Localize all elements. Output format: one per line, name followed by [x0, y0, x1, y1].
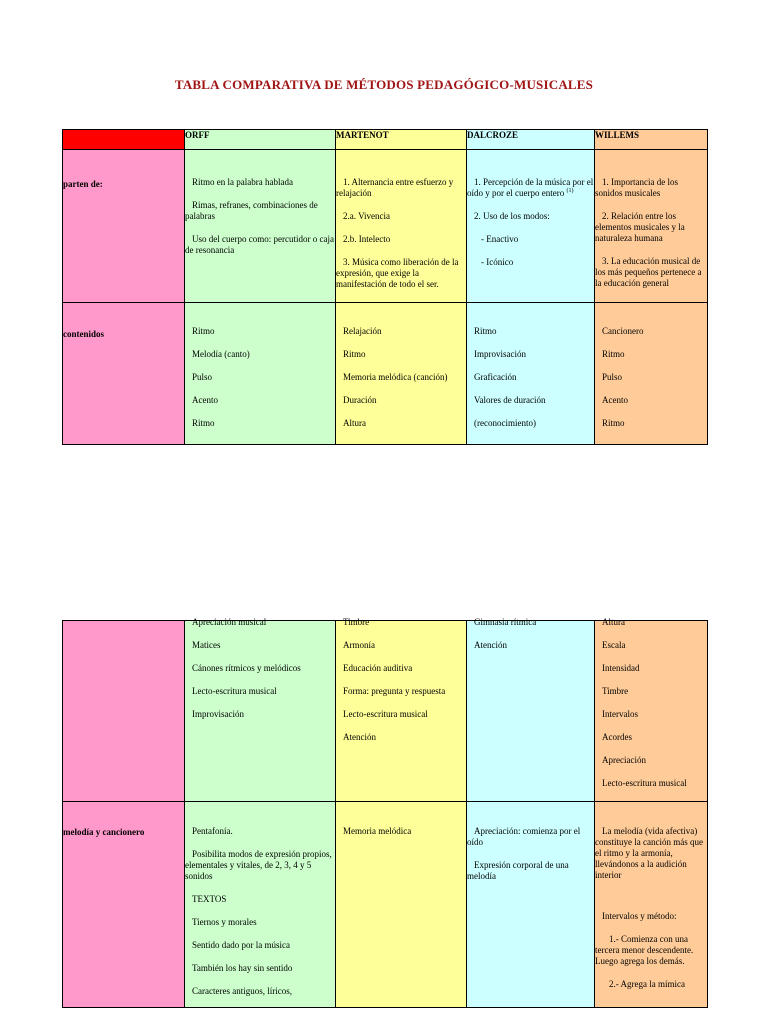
header-orff: ORFF	[185, 130, 336, 150]
cell-item: Rimas, refranes, combinaciones de palabras	[185, 200, 318, 221]
cell-item: Posibilita modos de expresión propios, elementales y vitales, de 2, 3, 4 y 5 sonidos	[185, 849, 332, 881]
footnote-marker: (1)	[566, 188, 574, 194]
row-label	[63, 802, 185, 1008]
cell-orff	[185, 802, 336, 1008]
cell-item: Atención	[474, 640, 507, 650]
cell-item: Cancionero	[602, 326, 644, 336]
cell-item: Melodía (canto)	[192, 349, 250, 359]
cell-item: Atención	[343, 732, 376, 742]
header-dalcroze: DALCROZE	[467, 130, 595, 150]
cell-item-text: 1. Percepción de la música por el oído y por el cuerpo entero	[467, 177, 594, 198]
cell-willems	[595, 303, 708, 445]
comparison-table-top	[62, 129, 708, 445]
cell-item: Timbre	[602, 686, 629, 696]
cell-item: 2. Uso de los modos:	[474, 211, 550, 221]
cell-item: Improvisación	[474, 349, 526, 359]
cell-orff	[185, 617, 336, 802]
cell-item: Ritmo	[602, 349, 625, 359]
cell-item: Acento	[192, 395, 218, 405]
header-willems: WILLEMS	[595, 130, 708, 150]
header-blank-cell	[63, 130, 185, 150]
cell-item: Intervalos y método:	[602, 911, 677, 921]
cell-item: Intensidad	[602, 663, 640, 673]
cell-item: 1. Importancia de los sonidos musicales	[595, 177, 678, 198]
cell-item: Apreciación: comienza por el oído	[467, 826, 581, 847]
cell-martenot	[336, 802, 467, 1008]
cell-martenot	[336, 150, 467, 303]
row-contenidos-continued	[63, 621, 708, 802]
cell-item: Altura	[602, 617, 625, 627]
cell-item: También los hay sin sentido	[192, 963, 293, 973]
cell-item: Pulso	[192, 372, 213, 382]
cell-item: 1.- Comienza con una tercera menor descendente. Luego agrega los demás.	[595, 934, 694, 966]
cell-item: 3. Música como liberación de la expresión, que exige la manifestación de todo el ser.	[336, 257, 459, 289]
cell-item: Lecto-escritura musical	[602, 778, 687, 788]
cell-item: Valores de duración	[474, 395, 546, 405]
cell-dalcroze	[467, 303, 595, 445]
cell-item: Expresión corporal de una melodía	[467, 860, 569, 881]
cell-item: Gimnasia rítmica	[474, 617, 537, 627]
cell-item: 2.- Agrega la mímica	[609, 979, 685, 989]
cell-item: Ritmo	[192, 418, 215, 428]
cell-item: Pentafonía.	[192, 826, 233, 836]
cell-willems	[595, 150, 708, 303]
cell-item: Armonía	[343, 640, 375, 650]
cell-item: Escala	[602, 640, 626, 650]
cell-item: - Icónico	[481, 257, 514, 267]
cell-item: Matices	[192, 640, 221, 650]
cell-item: TEXTOS	[192, 894, 227, 904]
cell-item: Uso del cuerpo como: percutidor o caja de resonancia	[185, 234, 334, 255]
cell-item: Duración	[343, 395, 377, 405]
row-melodia-cancionero	[63, 802, 708, 1008]
cell-item: Memoria melódica	[343, 826, 412, 836]
cell-item	[467, 177, 594, 199]
row-label-text: contenidos	[63, 329, 105, 339]
cell-item: Forma: pregunta y respuesta	[343, 686, 446, 696]
cell-item: Relajación	[343, 326, 382, 336]
cell-willems	[595, 802, 708, 1008]
cell-dalcroze	[467, 150, 595, 303]
cell-item: Graficación	[474, 372, 517, 382]
cell-orff	[185, 303, 336, 445]
cell-dalcroze	[467, 802, 595, 1008]
cell-item: 2.a. Vivencia	[343, 211, 391, 221]
cell-item: Lecto-escritura musical	[192, 686, 277, 696]
cell-item: Improvisación	[192, 709, 244, 719]
cell-item: Lecto-escritura musical	[343, 709, 428, 719]
row-label	[63, 150, 185, 303]
cell-item: Acento	[602, 395, 628, 405]
row-label-text: parten de:	[63, 179, 103, 189]
comparison-table-bottom	[62, 617, 708, 1008]
cell-item: Caracteres antiguos, líricos,	[192, 986, 292, 996]
cell-item: Ritmo	[602, 418, 625, 428]
cell-item: Intervalos	[602, 709, 638, 719]
cell-item: Altura	[343, 418, 366, 428]
cell-item: 1. Alternancia entre esfuerzo y relajación	[336, 177, 454, 198]
cell-item: Educación auditiva	[343, 663, 413, 673]
cell-item: 2.b. Intelecto	[343, 234, 391, 244]
row-contenidos	[63, 303, 708, 445]
cell-item: 2. Relación entre los elementos musicales y la naturaleza humana	[595, 211, 685, 243]
cell-item: Tiernos y morales	[192, 917, 257, 927]
cell-item: - Enactivo	[481, 234, 519, 244]
cell-item: Cánones rítmicos y melódicos	[192, 663, 301, 673]
document-title: TABLA COMPARATIVA DE MÉTODOS PEDAGÓGICO-MUSICALES	[174, 77, 594, 92]
row-label-text: melodía y cancionero	[63, 827, 145, 837]
cell-orff	[185, 150, 336, 303]
cell-dalcroze	[467, 617, 595, 802]
row-label	[63, 621, 185, 802]
cell-item: Timbre	[343, 617, 370, 627]
cell-item: 3. La educación musical de los más pequeños pertenece a la educación general	[595, 256, 702, 288]
cell-item: Ritmo	[192, 326, 215, 336]
cell-item: Acordes	[602, 732, 632, 742]
cell-item: Ritmo	[474, 326, 497, 336]
cell-item: Memoria melódica (canción)	[343, 372, 448, 382]
row-parten-de	[63, 150, 708, 303]
cell-martenot	[336, 617, 467, 802]
row-label	[63, 303, 185, 445]
cell-willems	[595, 617, 708, 802]
cell-item: Apreciación musical	[192, 617, 267, 627]
cell-martenot	[336, 303, 467, 445]
cell-item: Ritmo en la palabra hablada	[192, 177, 293, 187]
cell-item: La melodía (vida afectiva) constituye la canción más que el ritmo y la armonía, llevándonos a la audición interior	[595, 826, 703, 880]
header-row	[63, 130, 708, 150]
cell-item: (reconocimiento)	[474, 418, 536, 428]
cell-item: Apreciación	[602, 755, 646, 765]
header-martenot: MARTENOT	[336, 130, 467, 150]
cell-item: Pulso	[602, 372, 623, 382]
cell-item: Sentido dado por la música	[192, 940, 290, 950]
cell-item: Ritmo	[343, 349, 366, 359]
